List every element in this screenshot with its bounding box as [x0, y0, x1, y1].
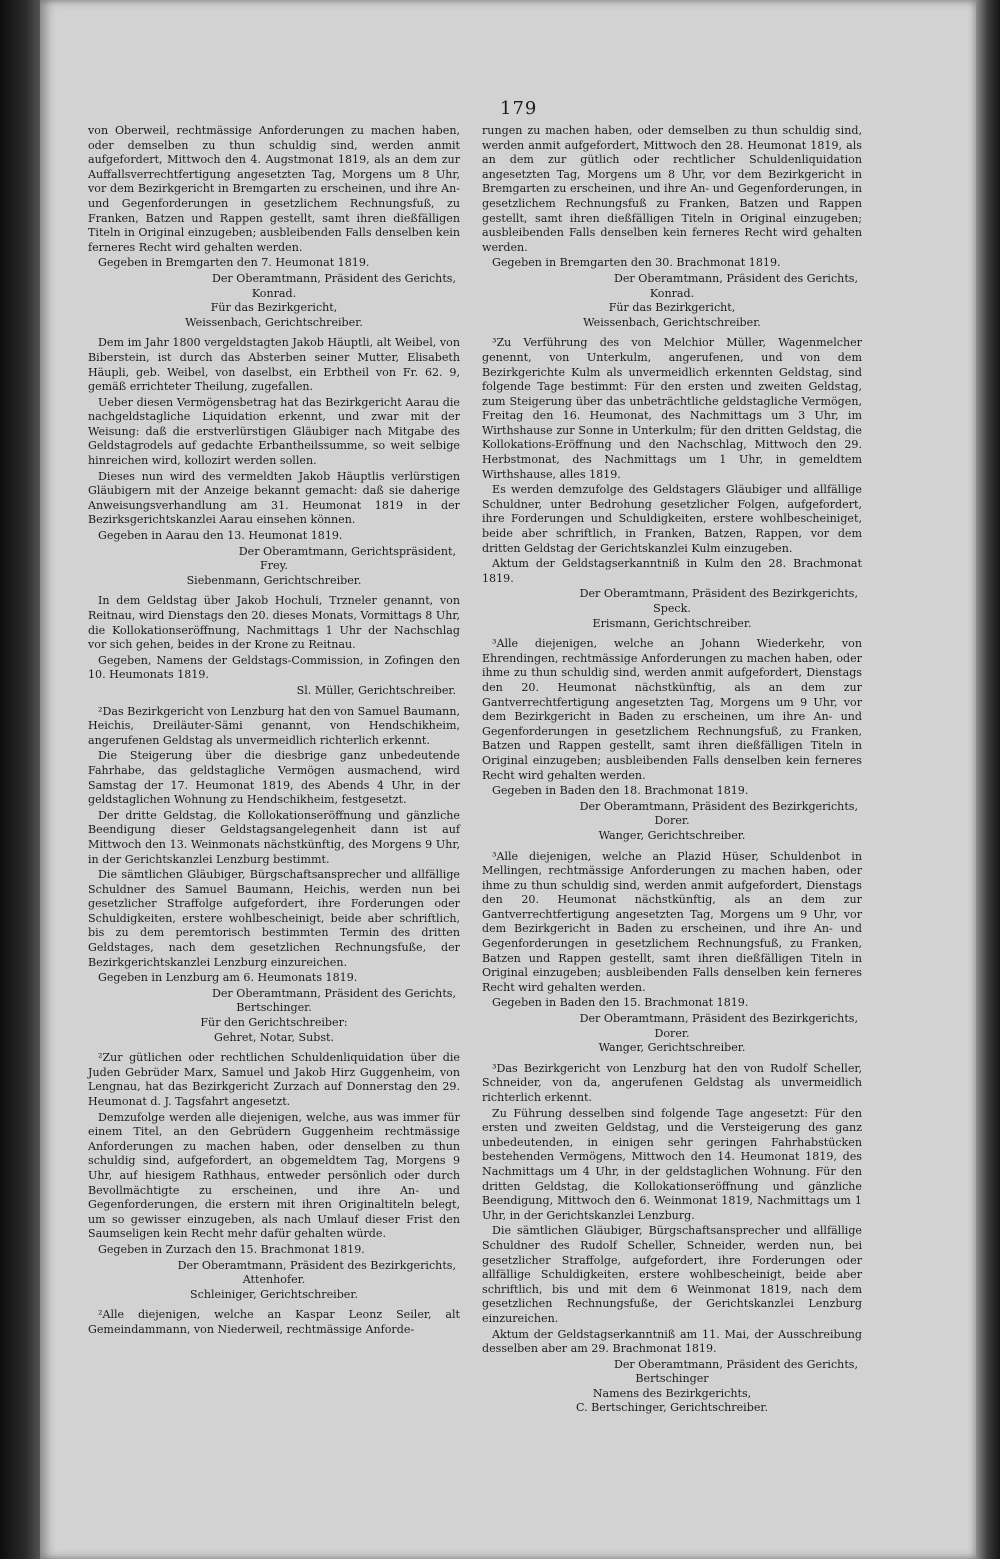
signature-line: Für den Gerichtschreiber:	[200, 1016, 348, 1030]
page-edge	[976, 0, 1000, 1559]
paragraph: Es werden demzufolge des Geldstagers Gläubiger und allfällige Schuldner, unter Bedrohung gesetzlicher Folgen, aufgefordert, ihre Forderungen und Schuldigkeiten, erstere wohlbescheiniget, beide aber schriftlich, in Franken, Batzen, Rappen, vor dem dritten Geldstag der Gerichtskanzlei Kulm einzugeben.	[482, 483, 862, 555]
signature-line: Der Oberamtmann, Präsident des Gerichts,	[613, 1357, 858, 1371]
signature-name: Siebenmann, Gerichtschreiber.	[186, 573, 362, 587]
signature-line: Der Oberamtmann, Präsident des Bezirkgerichts,	[579, 587, 858, 601]
paragraph: In dem Geldstag über Jakob Hochuli, Trzneler genannt, von Reitnau, wird Dienstags den 20. dieses Monats, Vormittags 8 Uhr, die Kollokationseröffnung, Nachmittags 1 Uhr der Nachschlag vor sich gehen, beides in der Krone zu Reitnau.	[88, 594, 460, 652]
signature-name: Konrad.	[649, 286, 695, 300]
signature-name: Bertschinger.	[236, 1001, 312, 1015]
signature-line: Der Oberamtmann, Präsident des Gerichts,	[613, 271, 858, 285]
paragraph: Zu Führung desselben sind folgende Tage angesetzt: Für den ersten und zweiten Geldstag, und die Versteigerung des ganz unbedeutenden, in einigen sehr geringen Fahrhabstücken bestehenden Vermögens, Mittwoch den 14. Heumonat 1819, des Nachmittags um 4 Uhr, in der geldstaglichen Wohnung. Für den dritten Geldstag, die Kollokationseröffnung und gänzliche Beendigung, Mittwoch den 6. Weinmonat 1819, Nachmittags um 1 Uhr, in der Gerichtskanzlei Lenzburg.	[482, 1106, 862, 1222]
paragraph: Die Steigerung über die diesbrige ganz unbedeutende Fahrhabe, das geldstagliche Vermögen ausmachend, wird Samstag der 17. Heumonat 1819, des Abends 4 Uhr, in der geldstaglichen Wohnung zu Hendschikheim, festgesetzt.	[88, 749, 460, 807]
signature-name: C. Bertschinger, Gerichtschreiber.	[575, 1401, 768, 1415]
signature-line: Der Oberamtmann, Gerichtspräsident,	[238, 544, 456, 558]
paragraph: Der dritte Geldstag, die Kollokationseröffnung und gänzliche Beendigung dieser Geldstagsangelegenheit dann ist auf Mittwoch den 13. Weinmonats nächstkünftig, des Morgens 9 Uhr, in der Gerichtskanzlei Lenzburg bestimmt.	[88, 808, 460, 866]
signature-name: Weissenbach, Gerichtschreiber.	[185, 315, 363, 329]
signature-name: Schleiniger, Gerichtschreiber.	[190, 1287, 358, 1301]
signature-name: Wanger, Gerichtschreiber.	[598, 1041, 746, 1055]
signature-line: Der Oberamtmann, Präsident des Bezirkgerichts,	[579, 799, 858, 813]
signature-name: Erismann, Gerichtschreiber.	[592, 616, 752, 630]
signature-line: Der Oberamtmann, Präsident des Gerichts,	[211, 271, 456, 285]
date-line: Gegeben in Aarau den 13. Heumonat 1819.	[98, 529, 343, 543]
date-line: Gegeben in Baden den 18. Brachmonat 1819.	[492, 784, 749, 798]
signature-name: Konrad.	[251, 286, 297, 300]
signature-line: Der Oberamtmann, Präsident des Bezirkgerichts,	[579, 1012, 858, 1026]
paragraph: Ueber diesen Vermögensbetrag hat das Bezirkgericht Aarau die nachgeldstagliche Liquidation erkennt, und zwar mit der Weisung: daß die erstverlürstigen Gläubiger nach Mitgabe des Geldstagrodels auf gedachte Erbantheilssumme, so weit selbige hinreichen wird, kollozirt werden sollen.	[88, 395, 460, 468]
signature-name: Sl. Müller, Gerichtschreiber.	[296, 683, 456, 697]
paragraph: Aktum der Geldstagserkanntniß in Kulm den 28. Brachmonat 1819.	[482, 557, 862, 585]
signature-name: Wanger, Gerichtschreiber.	[598, 828, 746, 842]
paragraph: ³Das Bezirkgericht von Lenzburg hat den von Rudolf Scheller, Schneider, von da, angerufenen Geldstag als unvermeidlich richterlich erkennt.	[482, 1061, 862, 1104]
signature-line: Der Oberamtmann, Präsident des Gerichts,	[211, 986, 456, 1000]
paragraph: Dem im Jahr 1800 vergeldstagten Jakob Häuptli, alt Weibel, von Biberstein, ist durch das Absterben seiner Mutter, Elisabeth Häupli, geb. Weibel, von daselbst, ein Erbtheil von Fr. 62. 9, gemäß errichteter Theilung, zugefallen.	[88, 336, 460, 394]
paragraph: ³Zu Verführung des von Melchior Müller, Wagenmelcher genennt, von Unterkulm, angerufenen, und von dem Bezirkgerichte Kulm als unvermeidlich erkennten Geldstag, sind folgende Tage bestimmt: Für den ersten und zweiten Geldstag, zum Steigerung über das unbeträchtliche geldstagliche Vermögen, Freitag den 16. Heumonat, des Nachmittags um 3 Uhr, im Wirthshause zur Sonne in Unterkulm; für den dritten Geldstag, die Kollokations-Eröffnung und den Nachschlag, Mittwoch den 29. Herbstmonat, des Nachmittags um 1 Uhr, in gemeldtem Wirthshause, alles 1819.	[482, 336, 862, 481]
date-line: Gegeben in Zurzach den 15. Brachmonat 1819.	[98, 1242, 365, 1256]
signature-line: Der Oberamtmann, Präsident des Bezirkgerichts,	[177, 1258, 456, 1272]
date-line: Gegeben in Bremgarten den 7. Heumonat 1819.	[98, 256, 370, 270]
right-column	[482, 124, 862, 1416]
paragraph: ²Alle diejenigen, welche an Kaspar Leonz Seiler, alt Gemeindammann, von Niederweil, rechtmässige Anforde-	[88, 1308, 460, 1336]
signature-line: Für das Bezirkgericht,	[608, 301, 736, 315]
left-column	[88, 124, 460, 1339]
page-number: 179	[500, 98, 538, 119]
date-line: Gegeben in Lenzburg am 6. Heumonats 1819.	[98, 971, 358, 985]
date-line: Gegeben in Bremgarten den 30. Brachmonat 1819.	[492, 256, 781, 270]
paragraph: Die sämtlichen Gläubiger, Bürgschaftsansprecher und allfällige Schuldner des Samuel Baumann, Heichis, werden nun bei gesetzlicher Straffolge aufgefordert, ihre Forderungen oder Schuldigkeiten, erstere wohlbescheinigt, beide aber schriftlich, bis zu dem peremtorisch bestimmten Termin des dritten Geldstages, nach dem gesetzlichen Rechnungsfuße, der Bezirkgerichtskanzlei Lenzburg einzureichen.	[88, 868, 460, 969]
paragraph: Die sämtlichen Gläubiger, Bürgschaftsansprecher und allfällige Schuldner des Rudolf Scheller, Schneider, werden nun, bei gesetzlicher Straffolge, aufgefordert, ihre Forderungen oder allfällige Schuldigkeiten, erstere wohlbescheinigt, beide aber schriftlich, bis und mit dem 6 Weinmonat 1819, nach dem gesetzlichen Rechnungsfuße, der Gerichtskanzlei Lenzburg einzureichen.	[482, 1224, 862, 1325]
paragraph: ³Alle diejenigen, welche an Johann Wiederkehr, von Ehrendingen, rechtmässige Anforderungen zu machen haben, oder ihme zu thun schuldig sind, werden anmit aufgefordert, Dienstags den 20. Heumonat nächstkünftig, als an dem zur Gantverrechtfertigung angesetzten Tag, Morgens um 9 Uhr, vor dem Bezirkgericht in Baden zu erscheinen, um ihre An- und Gegenforderungen in gesetzlichem Rechnungsfuß, zu Franken, Batzen und Rappen gestellt, samt ihren dießfälligen Titeln in Original einzugeben; ausbleibenden Falls denselben kein ferneres Recht wird gehalten werden.	[482, 637, 862, 782]
signature-name: Speck.	[653, 602, 691, 615]
paragraph: ²Zur gütlichen oder rechtlichen Schuldenliquidation über die Juden Gebrüder Marx, Samuel und Jakob Hirz Guggenheim, von Lengnau, hat das Bezirkgericht Zurzach auf Donnerstag den 29. Heumonat d. J. Tagsfahrt angesetzt.	[88, 1051, 460, 1108]
paragraph: Gegeben, Namens der Geldstags-Commission, in Zofingen den 10. Heumonats 1819.	[88, 653, 460, 682]
signature-line: Für das Bezirkgericht,	[210, 301, 338, 315]
signature-name: Dorer.	[654, 814, 690, 828]
paragraph: ³Alle diejenigen, welche an Plazid Hüser, Schuldenbot in Mellingen, rechtmässige Anforderungen zu machen haben, oder ihme zu thun schuldig sind, werden anmit aufgefordert, Dienstags den 20. Heumonat nächstkünftig, als an dem zur Gantverrechtfertigung angesetzten Tag, Morgens um 9 Uhr, vor dem Bezirkgericht in Baden zu erscheinen, und ihre An- und Gegenforderungen in gesetzlichem Rechnungsfuß, zu Franken, Batzen und Rappen gestellt, samt ihren dießfälligen Titeln in Original einzugeben; ausbleibenden Falls denselben kein ferneres Recht wird gehalten werden.	[482, 849, 862, 994]
paragraph: Demzufolge werden alle diejenigen, welche, aus was immer für einem Titel, an den Gebrüdern Guggenheim rechtmässige Anforderungen zu machen haben, oder denselben zu thun schuldig sind, aufgefordert, an obgemeldtem Tag, Morgens 9 Uhr, auf hiesigem Rathhaus, entweder persönlich oder durch Bevollmächtigte zu erscheinen, und ihre An- und Gegenforderungen, die erstern mit ihren Originaltiteln belegt, um so gewisser einzugeben, als nach Umlauf dieser Frist den Saumseligen kein Recht mehr dafür gehalten würde.	[88, 1110, 460, 1241]
signature-name: Frey.	[260, 559, 288, 573]
paragraph: ²Das Bezirkgericht von Lenzburg hat den von Samuel Baumann, Heichis, Dreiläuter-Sämi genannt, von Hendschikheim, angerufenen Geldstag als unvermeidlich richterlich erkennt.	[88, 704, 460, 747]
paragraph: rungen zu machen haben, oder demselben zu thun schuldig sind, werden anmit aufgefordert, Mittwoch den 28. Heumonat 1819, als an dem zur gütlich oder rechtlicher Schuldenliquidation angesetzten Tag, Morgens um 8 Uhr, vor dem Bezirkgericht in Bremgarten zu erscheinen, und ihre An- und Gegenforderungen, in gesetzlichem Rechnungsfuß zu Franken, Batzen und Rappen gestellt, samt ihren dießfälligen Titeln in Original einzugeben; ausbleibenden Falls denselben kein ferneres Recht wird gehalten werden.	[482, 124, 862, 254]
date-line: Gegeben in Baden den 15. Brachmonat 1819.	[492, 996, 749, 1010]
paragraph: Aktum der Geldstagserkanntniß am 11. Mai, der Ausschreibung desselben aber am 29. Brachmonat 1819.	[482, 1327, 862, 1356]
signature-name: Dorer.	[654, 1026, 690, 1040]
book-binding	[0, 0, 42, 1559]
signature-name: Bertschinger	[635, 1372, 709, 1386]
paragraph: Dieses nun wird des vermeldten Jakob Häuptlis verlürstigen Gläubigern mit der Anzeige bekannt gemacht: daß sie daherige Anweisungsverhandlung am 31. Heumonat 1819 in der Bezirksgerichtskanzlei Aarau einsehen können.	[88, 469, 460, 527]
signature-name: Gehret, Notar, Subst.	[213, 1030, 335, 1044]
signature-name: Attenhofer.	[242, 1273, 306, 1287]
signature-name: Weissenbach, Gerichtschreiber.	[583, 315, 761, 329]
paragraph: von Oberweil, rechtmässige Anforderungen zu machen haben, oder demselben zu thun schuldig sind, werden anmit aufgefordert, Mittwoch den 4. Augstmonat 1819, als an dem zur Auffallsverrechtfertigung angesetzten Tag, Morgens um 8 Uhr, vor dem Bezirkgericht in Bremgarten zu erscheinen, und ihre An- und Gegenforderungen in gesetzlichem Rechnungsfuß, zu Franken, Batzen und Rappen gestellt, samt ihren dießfälligen Titeln in Original einzugeben; ausbleibenden Falls denselben kein ferneres Recht wird gehalten werden.	[88, 124, 461, 254]
signature-line: Namens des Bezirkgerichts,	[592, 1386, 752, 1400]
